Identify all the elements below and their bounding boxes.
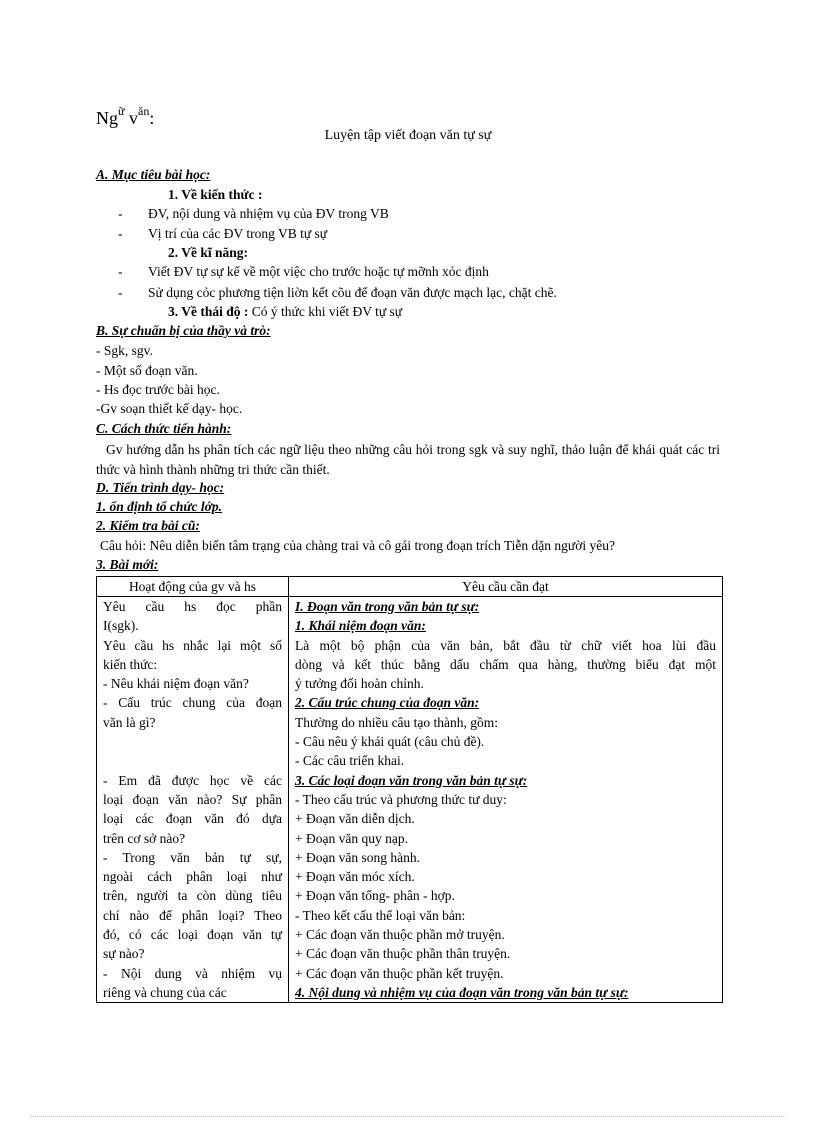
activity-line: trên, người ta còn dùng tiêu bbox=[103, 888, 282, 904]
requirements-cell bbox=[289, 597, 723, 1003]
lesson-table bbox=[96, 576, 723, 1003]
review-question: Câu hỏi: Nêu diễn biến tâm trạng của chàng trai và cô gái trong đoạn trích Tiễn dặn người yêu? bbox=[100, 538, 615, 553]
requirement-line: + Các đoạn văn thuộc phần mở truyện. bbox=[295, 927, 505, 943]
activity-line: ngoài cách phân loại như bbox=[103, 869, 282, 885]
requirement-line: + Đoạn văn diễn dịch. bbox=[295, 811, 415, 827]
requirement-line: + Các đoạn văn thuộc phần kết truyện. bbox=[295, 965, 504, 981]
activity-line: Yêu cầu hs đọc phần bbox=[103, 599, 282, 614]
requirement-line: - Các câu triển khai. bbox=[295, 753, 405, 769]
requirement-line: Thường do nhiều câu tạo thành, gồm: bbox=[295, 714, 499, 730]
activity-line: loại các đoạn văn đó dựa bbox=[103, 811, 282, 827]
requirement-line: 2. Cấu trúc chung của đoạn văn: bbox=[295, 695, 480, 711]
activity-line: văn là gì? bbox=[103, 714, 156, 730]
section-a-item1-title: 1. Về kiến thức : bbox=[168, 187, 263, 202]
activity-line bbox=[97, 732, 288, 751]
activity-line: - Cấu trúc chung của đoạn bbox=[103, 695, 282, 711]
list-item: - Sgk, sgv. bbox=[96, 343, 153, 358]
table-header-row bbox=[97, 577, 723, 597]
step-1-heading: 1. ổn định tổ chức lớp. bbox=[96, 499, 222, 514]
requirement-line: - Theo kết cấu thể loại văn bản: bbox=[295, 907, 466, 923]
requirement-line: dòng và kết thúc bằng dấu chấm qua hàng, thường biểu đạt một bbox=[295, 656, 716, 672]
list-item: - Viết ĐV tự sự kể về một việc cho trước hoặc tự mỡnh xỏc định bbox=[118, 264, 489, 279]
requirement-line: 1. Khái niệm đoạn văn: bbox=[295, 618, 426, 634]
section-c-paragraph: Gv hướng dẫn hs phân tích các ngữ liệu theo những câu hỏi trong sgk và suy nghĩ, thảo luận để khái quát các tri thức và hình thành những tri thức cần thiết. bbox=[96, 442, 720, 477]
activity-line: Yêu cầu hs nhắc lại một số bbox=[103, 637, 282, 653]
lesson-title: Luyện tập viết đoạn văn tự sự bbox=[324, 128, 492, 143]
activity-line: chí nào để phân loại? Theo bbox=[103, 907, 282, 923]
column-header-requirements: Yêu cầu cần đạt bbox=[289, 577, 723, 597]
activity-line: riêng và chung của các bbox=[103, 984, 227, 1000]
section-d-heading: D. Tiến trình dạy- học: bbox=[96, 480, 225, 495]
requirement-line: + Các đoạn văn thuộc phần thân truyện. bbox=[295, 946, 511, 962]
requirement-line: + Đoạn văn song hành. bbox=[295, 849, 420, 865]
list-item: -Gv soạn thiết kế dạy- học. bbox=[96, 401, 243, 416]
activity-line: sự nào? bbox=[103, 946, 145, 962]
teacher-student-activities-cell bbox=[97, 597, 289, 1003]
activity-line: trên cơ sở nào? bbox=[103, 830, 186, 846]
requirement-line: 3. Các loại đoạn văn trong văn bản tự sự: bbox=[295, 772, 528, 788]
step-3-heading: 3. Bài mới: bbox=[96, 557, 159, 572]
column-header-activities: Hoạt động của gv và hs bbox=[97, 577, 289, 597]
requirement-line: 4. Nội dung và nhiệm vụ của đoạn văn trong văn bản tự sự: bbox=[295, 984, 629, 1000]
section-a-item3: 3. Về thái độ : Có ý thức khi viết ĐV tự sự bbox=[168, 304, 403, 319]
requirement-line: - Câu nêu ý khái quát (câu chủ đề). bbox=[295, 734, 485, 750]
activity-line: kiến thức: bbox=[103, 656, 158, 672]
section-c-heading: C. Cách thức tiến hành: bbox=[96, 421, 232, 436]
requirement-line: ý tưởng đối hoàn chỉnh. bbox=[295, 676, 424, 692]
page-divider bbox=[30, 1116, 786, 1117]
requirement-line: + Đoạn văn tổng- phân - hợp. bbox=[295, 888, 455, 904]
section-a-item2-title: 2. Về kĩ năng: bbox=[168, 245, 249, 260]
subject-label: $Ng^ữ$ $v^{ăn}$: bbox=[96, 104, 155, 128]
step-2-heading: 2. Kiểm tra bài cũ: bbox=[96, 518, 200, 533]
activity-line: - Trong văn bản tự sự, bbox=[103, 849, 282, 865]
activity-line: - Nội dung và nhiệm vụ bbox=[103, 965, 282, 981]
requirement-line: + Đoạn văn quy nạp. bbox=[295, 830, 408, 846]
list-item: - ĐV, nội dung và nhiệm vụ của ĐV trong VB bbox=[118, 206, 389, 221]
activity-line: - Em đã được học về các bbox=[103, 772, 282, 788]
table-row bbox=[97, 597, 723, 1003]
activity-line: loại đoạn văn nào? Sự phân bbox=[103, 791, 282, 807]
activity-line bbox=[97, 751, 288, 770]
section-a-heading: A. Mục tiêu bài học: bbox=[96, 167, 211, 182]
section-b-heading: B. Sự chuẩn bị của thầy và trò: bbox=[96, 323, 271, 338]
activity-line: - Nêu khái niệm đoạn văn? bbox=[103, 676, 249, 692]
list-item: - Hs đọc trước bài học. bbox=[96, 382, 220, 397]
requirement-line: - Theo cấu trúc và phương thức tư duy: bbox=[295, 791, 507, 807]
list-item: - Sử dụng cỏc phương tiện liờn kết cõu để đoạn văn được mạch lạc, chặt chẽ. bbox=[118, 285, 557, 300]
list-item: - Một số đoạn văn. bbox=[96, 363, 198, 378]
requirement-line: + Đoạn văn móc xích. bbox=[295, 869, 415, 885]
requirement-line: I. Đoạn văn trong văn bản tự sự: bbox=[295, 599, 480, 614]
list-item: - Vị trí của các ĐV trong VB tự sự bbox=[118, 226, 328, 241]
activity-line: đó, có các loại đoạn văn tự bbox=[103, 927, 282, 943]
activity-line: I(sgk). bbox=[103, 618, 139, 634]
requirement-line: Là một bộ phận của văn bản, bắt đầu từ chữ viết hoa lùi đầu bbox=[295, 637, 716, 653]
